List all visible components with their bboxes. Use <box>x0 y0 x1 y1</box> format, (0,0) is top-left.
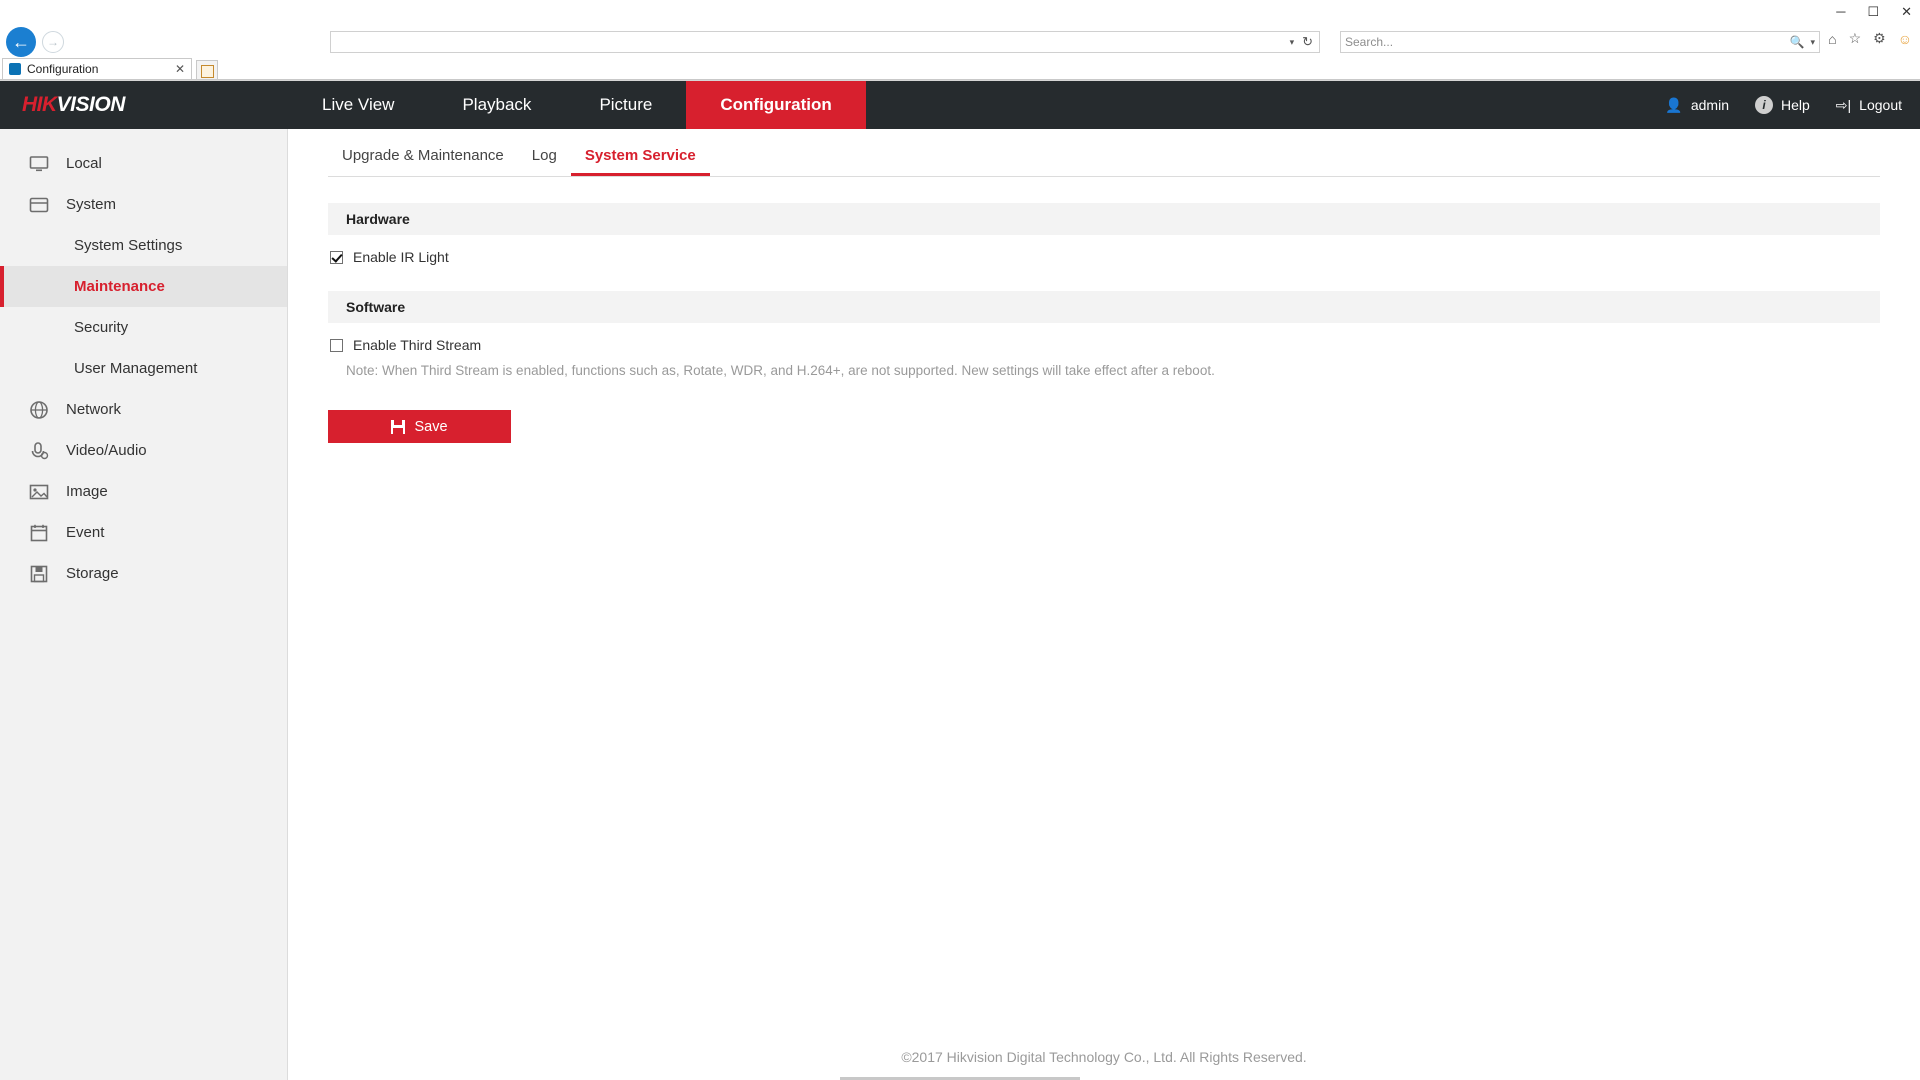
save-button-label: Save <box>414 418 448 435</box>
browser-chrome <box>0 0 1920 81</box>
enable-third-stream-checkbox[interactable] <box>330 339 343 352</box>
back-icon[interactable] <box>6 27 36 57</box>
page-body <box>0 129 1920 1080</box>
copyright-footer: ©2017 Hikvision Digital Technology Co., Ltd. All Rights Reserved. <box>901 1049 1307 1065</box>
tab-upgrade-maintenance[interactable]: Upgrade & Maintenance <box>342 147 504 164</box>
logo-vision: VISION <box>56 93 125 116</box>
help-button[interactable] <box>1755 96 1810 114</box>
sidebar-item-label: Network <box>66 401 122 418</box>
content-tabs <box>328 129 1880 177</box>
sidebar-item-network[interactable] <box>0 389 287 430</box>
logout-icon: ⇨| <box>1835 96 1852 113</box>
logout-label: Logout <box>1859 97 1902 113</box>
sidebar-item-storage[interactable] <box>0 553 287 594</box>
save-icon <box>391 420 405 434</box>
logout-button[interactable] <box>1836 97 1902 114</box>
sidebar-item-label: System <box>66 196 117 213</box>
minimize-button[interactable]: ─ <box>1836 4 1846 19</box>
home-icon[interactable]: ⌂ <box>1828 30 1837 47</box>
sidebar-item-event[interactable] <box>0 512 287 553</box>
logo-hik: HIK <box>22 93 57 116</box>
window-titlebar <box>0 0 1920 26</box>
address-bar[interactable] <box>330 31 1320 53</box>
nav-configuration[interactable]: Configuration <box>686 81 865 129</box>
sidebar-item-image[interactable] <box>0 471 287 512</box>
sidebar-item-security[interactable]: Security <box>74 319 129 336</box>
new-tab-button[interactable] <box>196 60 218 79</box>
browser-toolbar <box>0 26 1920 58</box>
window-controls[interactable] <box>1836 4 1912 20</box>
hardware-section-header: Hardware <box>328 203 1880 235</box>
sidebar-item-label: Local <box>66 155 102 172</box>
user-menu[interactable] <box>1665 97 1729 114</box>
smiley-icon[interactable]: ☺ <box>1897 30 1912 47</box>
enable-third-stream-row[interactable] <box>328 337 1880 353</box>
enable-third-stream-label: Enable Third Stream <box>353 337 482 353</box>
nav-picture[interactable]: Picture <box>599 95 653 114</box>
sidebar-item-label: Video/Audio <box>66 442 147 459</box>
monitor-icon <box>28 153 50 175</box>
search-input[interactable]: Search... <box>1345 35 1394 49</box>
back-glyph: ← <box>12 31 30 52</box>
info-icon: i <box>1755 96 1773 114</box>
help-label: Help <box>1781 97 1810 113</box>
sidebar-item-maintenance[interactable]: Maintenance <box>0 266 287 307</box>
video-audio-icon <box>28 440 50 462</box>
image-icon <box>28 481 50 503</box>
sidebar-item-label: Image <box>66 483 108 500</box>
system-icon <box>28 194 50 216</box>
main-nav <box>288 81 866 129</box>
globe-icon <box>28 399 50 421</box>
app-header <box>0 81 1920 129</box>
nav-live-view[interactable]: Live View <box>322 95 395 114</box>
forward-icon[interactable] <box>42 31 64 53</box>
tab-system-service[interactable]: System Service <box>571 147 710 176</box>
storage-icon <box>28 563 50 585</box>
sidebar-item-video-audio[interactable] <box>0 430 287 471</box>
sidebar-item-user-management[interactable]: User Management <box>74 360 198 377</box>
settings-icon[interactable]: ⚙ <box>1873 30 1886 46</box>
chevron-down-icon[interactable]: ▾ <box>1289 36 1295 47</box>
close-icon[interactable]: ✕ <box>174 62 185 76</box>
browser-toolbar-icons <box>1828 30 1912 47</box>
sidebar-item-local[interactable] <box>0 143 287 184</box>
favorites-icon[interactable]: ☆ <box>1848 30 1862 46</box>
content-area <box>288 129 1920 1080</box>
calendar-icon <box>28 522 50 544</box>
sidebar-item-label: Event <box>66 524 105 541</box>
search-box[interactable] <box>1340 31 1820 53</box>
enable-ir-light-checkbox[interactable] <box>330 251 343 264</box>
maximize-button[interactable]: ☐ <box>1867 4 1880 19</box>
save-button[interactable] <box>328 410 511 443</box>
sidebar-item-label: Storage <box>66 565 119 582</box>
tab-log[interactable]: Log <box>531 147 557 164</box>
browser-tab-title: Configuration <box>27 62 99 76</box>
user-icon: 👤 <box>1665 96 1683 113</box>
nav-playback[interactable]: Playback <box>462 95 532 114</box>
browser-tabstrip <box>0 58 1920 80</box>
header-actions <box>1665 96 1902 114</box>
hikvision-logo <box>0 93 288 117</box>
sidebar-item-system[interactable] <box>0 184 287 225</box>
browser-tab[interactable] <box>2 58 192 79</box>
sidebar <box>0 129 288 1080</box>
enable-ir-light-row[interactable] <box>328 249 1880 265</box>
forward-glyph: → <box>47 35 59 49</box>
user-name: admin <box>1690 97 1729 113</box>
search-chevron-down-icon[interactable]: ▾ <box>1810 36 1815 47</box>
favicon-icon <box>9 63 21 75</box>
sidebar-item-system-settings[interactable]: System Settings <box>74 237 183 254</box>
close-button[interactable]: ✕ <box>1901 4 1912 19</box>
software-section-header: Software <box>328 291 1880 323</box>
search-icon[interactable]: 🔍 <box>1789 35 1805 49</box>
refresh-icon[interactable]: ↻ <box>1302 34 1313 49</box>
third-stream-note: Note: When Third Stream is enabled, functions such as, Rotate, WDR, and H.264+, are not supported. New settings will take effect after a reboot. <box>346 363 1215 378</box>
enable-ir-light-label: Enable IR Light <box>353 249 449 265</box>
